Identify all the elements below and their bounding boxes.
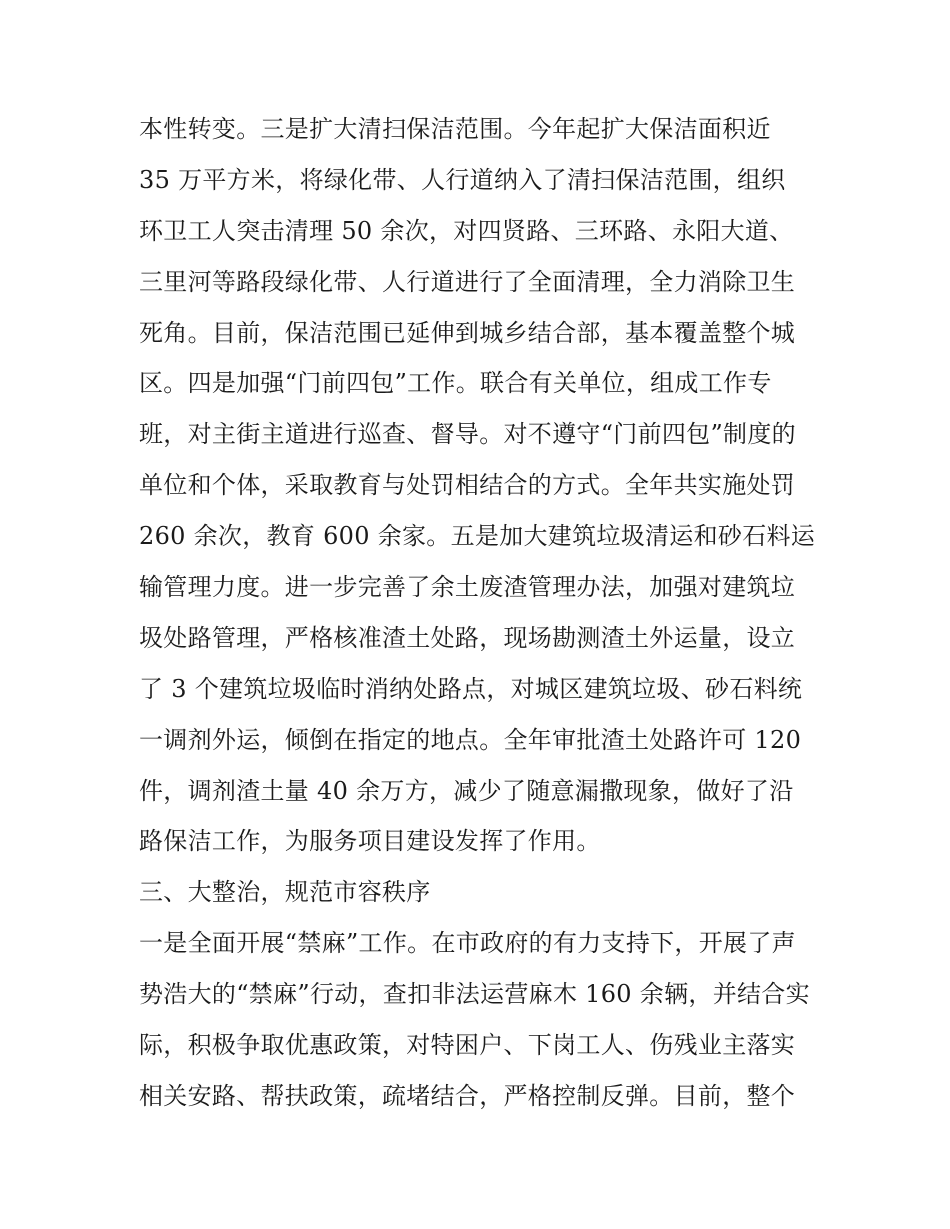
text-line: 本性转变。三是扩大清扫保洁范围。今年起扩大保洁面积近 [139,115,771,143]
text-line: 输管理力度。进一步完善了余土废渣管理办法，加强对建筑垃 [139,573,796,602]
text-line: 了 3 个建筑垃圾临时消纳处路点，对城区建筑垃圾、砂石料统 [139,674,803,703]
text-line: 件，调剂渣土量 40 余万方，减少了随意漏撒现象，做好了沿 [139,776,794,805]
text-line: 际，积极争取优惠政策，对特困户、下岗工人、伤残业主落实 [139,1031,796,1060]
body-text [139,104,819,1122]
section-heading: 三、大整治，规范市容秩序 [139,878,431,907]
text-line: 相关安路、帮扶政策，疏堵结合，严格控制反弹。目前，整个 [139,1081,796,1110]
text-line: 区。四是加强“门前四包”工作。联合有关单位，组成工作专 [139,369,772,398]
text-line: 死角。目前，保洁范围已延伸到城乡结合部，基本覆盖整个城 [139,318,796,347]
text-line: 一是全面开展“禁麻”工作。在市政府的有力支持下，开展了声 [139,929,796,958]
text-line: 路保洁工作，为服务项目建设发挥了作用。 [139,827,601,856]
text-line: 一调剂外运，倾倒在指定的地点。全年审批渣土处路许可 120 [139,725,802,754]
text-line: 班，对主街主道进行巡查、督导。对不遵守“门前四包”制度的 [139,420,796,449]
text-line: 单位和个体，采取教育与处罚相结合的方式。全年共实施处罚 [139,471,796,500]
text-line: 35 万平方米，将绿化带、人行道纳入了清扫保洁范围，组织 [139,165,786,194]
text-line: 260 余次，教育 600 余家。五是加大建筑垃圾清运和砂石料运 [139,522,816,551]
text-line: 环卫工人突击清理 50 余次，对四贤路、三环路、永阳大道、 [139,216,794,245]
text-line: 势浩大的“禁麻”行动，查扣非法运营麻木 160 余辆，并结合实 [139,980,810,1009]
text-line: 三里河等路段绿化带、人行道进行了全面清理，全力消除卫生 [139,267,796,296]
text-line: 圾处路管理，严格核准渣土处路，现场勘测渣土外运量，设立 [139,623,796,652]
